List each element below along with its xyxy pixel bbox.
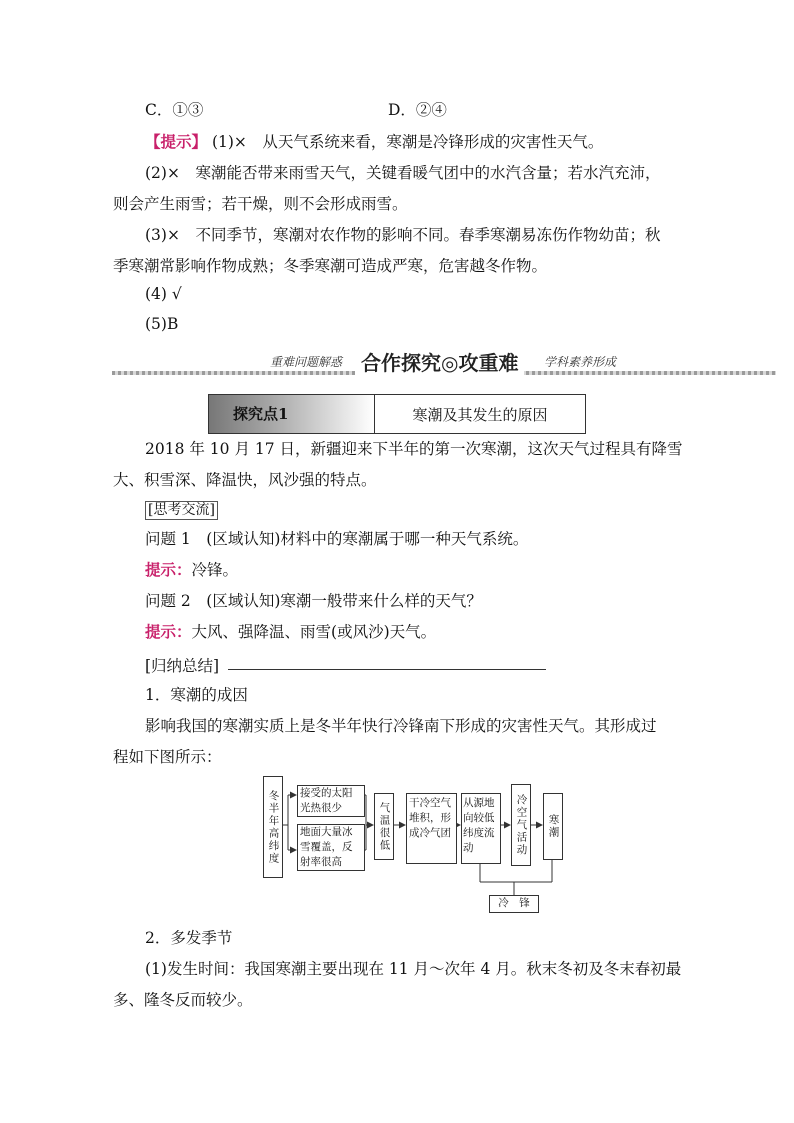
option-d: D．②④ — [388, 101, 447, 119]
hint-2-text: 大风、强降温、雨雪(或风沙)天气。 — [191, 623, 437, 641]
answer-3-line1: (3)× 不同季节，寒潮对农作物的影响不同。春季寒潮易冻伤作物幼苗；秋 — [145, 226, 661, 244]
hint-label: 【提示】 — [145, 132, 208, 151]
flow-top-box: 接受的太阳光热很少 — [297, 785, 365, 817]
explore-title: 寒潮及其发生的原因 — [412, 405, 548, 424]
answer-3-line2: 季寒潮常影响作物成熟；冬季寒潮可造成严寒，危害越冬作物。 — [113, 257, 548, 275]
summary-label: [归纳总结] — [145, 657, 220, 675]
intro-line1: 2018 年 10 月 17 日，新疆迎来下半年的第一次寒潮，这次天气过程具有降雪 — [145, 440, 683, 458]
answer-2-line2: 则会产生雨雪；若干燥，则不会形成雨雪。 — [113, 195, 408, 213]
intro-line2: 大、积雪深、降温快，风沙强的特点。 — [113, 471, 377, 489]
flow-bottom-box: 地面大量冰雪覆盖，反射率很高 — [297, 824, 365, 871]
question-1: 问题 1 (区域认知)材料中的寒潮属于哪一种天气系统。 — [145, 530, 529, 548]
answer-2-line1: (2)× 寒潮能否带来雨雪天气，关键看暖气团中的水汽含量；若水汽充沛， — [145, 164, 661, 182]
banner-left-text: 重难问题解惑 — [270, 355, 343, 369]
flow-start-box: 冬半年高纬度 — [263, 776, 283, 878]
flow-end-box: 寒潮 — [543, 793, 563, 860]
section-1-line2: 程如下图所示： — [113, 748, 222, 766]
section-2-line1: (1)发生时间：我国寒潮主要出现在 11 月～次年 4 月。秋末冬初及冬末春初最 — [145, 960, 682, 978]
section-1-line1: 影响我国的寒潮实质上是冬半年快行冷锋南下形成的灾害性天气。其形成过 — [145, 717, 657, 735]
flow-temp-box: 气温很低 — [374, 793, 394, 860]
flow-move-box: 从源地向较低纬度流动 — [461, 793, 501, 864]
hint-2-label: 提示： — [145, 622, 192, 641]
flow-cold-box: 冷空气活动 — [511, 784, 531, 866]
hint-1-label: 提示： — [145, 560, 192, 579]
option-c: C．①③ — [145, 101, 204, 119]
banner-title: 合作探究◎攻重难 — [355, 347, 524, 376]
section-1-title: 1．寒潮的成因 — [145, 686, 248, 704]
answer-5: (5)B — [145, 315, 179, 333]
section-2-line2: 多、隆冬反而较少。 — [113, 991, 253, 1009]
explore-label: 探究点1 — [233, 405, 289, 423]
answer-1-text: (1)× 从天气系统来看，寒潮是冷锋形成的灾害性天气。 — [211, 133, 604, 151]
question-2: 问题 2 (区域认知)寒潮一般带来什么样的天气？ — [145, 592, 482, 610]
answer-4: (4) √ — [145, 285, 182, 303]
section-2-title: 2．多发季节 — [145, 929, 233, 947]
banner-right-text: 学科素养形成 — [544, 355, 617, 369]
flow-front-box: 冷 锋 — [489, 895, 539, 913]
think-label: [思考交流] — [145, 501, 218, 520]
flow-air-box: 干冷空气堆积，形成冷气团 — [406, 793, 457, 864]
hint-1-text: 冷锋。 — [191, 561, 239, 579]
